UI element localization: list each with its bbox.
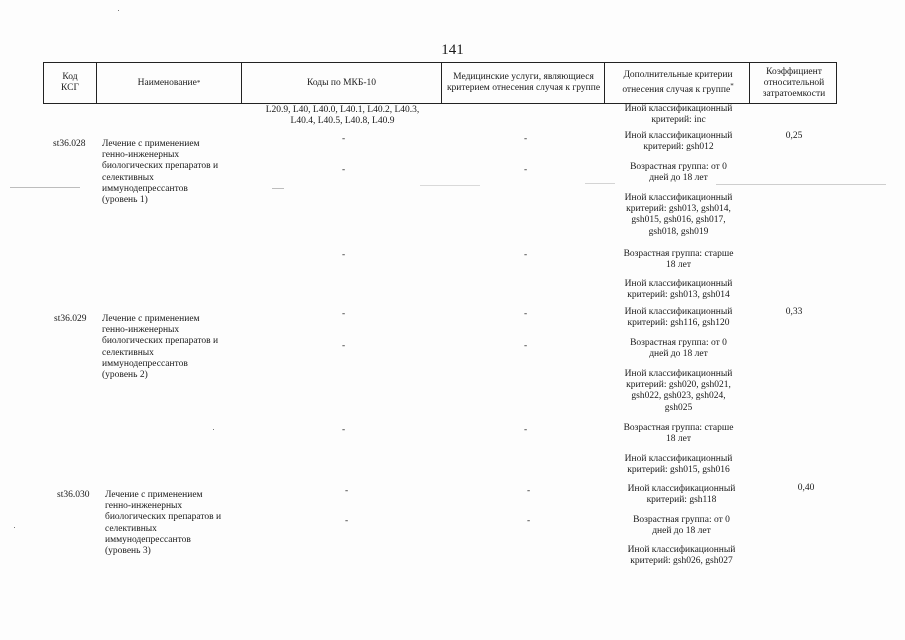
row-criterion: Иной классификационный критерий: gsh013, gsh014, gsh015, gsh016, gsh017, gsh018, gsh019: [624, 193, 733, 237]
empty-cell-dash: -: [342, 250, 346, 260]
empty-cell-dash: -: [342, 341, 346, 351]
page-number: 141: [441, 42, 464, 58]
carryover-criterion: Иной классификационный критерий: inc: [624, 104, 733, 126]
empty-cell-dash: -: [524, 165, 528, 175]
empty-cell-dash: -: [345, 486, 349, 496]
header-criteria: [608, 63, 748, 103]
row-criterion: Возрастная группа: от 0 дней до 18 лет: [633, 515, 730, 537]
row-criterion: Иной классификационный критерий: gsh118: [627, 484, 736, 506]
row-code: st36.028: [53, 139, 86, 149]
empty-cell-dash: -: [527, 516, 531, 526]
row-code: st36.030: [57, 490, 90, 500]
row-criterion: Иной классификационный критерий: gsh013, gsh014: [624, 279, 733, 301]
row-criterion: Иной классификационный критерий: gsh015, gsh016: [624, 454, 733, 476]
row-coefficient: 0,25: [785, 131, 803, 141]
empty-cell-dash: -: [524, 309, 528, 319]
header-coef: Коэффициент относительной затратоемкости: [762, 66, 826, 99]
column-divider: [836, 62, 837, 104]
empty-cell-dash: -: [342, 134, 346, 144]
row-criterion: Возрастная группа: старше 18 лет: [623, 423, 734, 445]
row-criterion: Иной классификационный критерий: gsh012: [624, 131, 733, 153]
header-criteria-label: Дополнительные критерии отнесения случая к группе: [622, 69, 733, 96]
row-coefficient: 0,33: [785, 307, 803, 317]
row-name: Лечение с применением генно-инженерных биологических препаратов и селективных иммунодепрессантов (уровень 1): [102, 139, 219, 206]
scan-artifact: [716, 184, 886, 185]
header-name-footnote-mark: *: [196, 78, 201, 87]
scan-artifact: [585, 183, 615, 184]
row-name: Лечение с применением генно-инженерных биологических препаратов и селективных иммунодепрессантов (уровень 2): [102, 314, 219, 381]
scan-artifact: [213, 429, 214, 430]
empty-cell-dash: -: [342, 309, 346, 319]
empty-cell-dash: -: [342, 425, 346, 435]
row-criterion: Иной классификационный критерий: gsh020, gsh021, gsh022, gsh023, gsh024, gsh025: [624, 369, 733, 413]
empty-cell-dash: -: [345, 516, 349, 526]
empty-cell-dash: -: [524, 250, 528, 260]
empty-cell-dash: -: [527, 486, 531, 496]
empty-cell-dash: -: [524, 134, 528, 144]
header-name: [97, 63, 241, 103]
scan-artifact: [420, 185, 480, 186]
empty-cell-dash: -: [524, 425, 528, 435]
header-mkb: Коды по МКБ-10: [306, 77, 377, 88]
column-divider: [441, 62, 442, 104]
row-criterion: Иной классификационный критерий: gsh116, gsh120: [624, 307, 733, 329]
column-divider: [604, 62, 605, 104]
header-code: Код КСГ: [61, 72, 79, 93]
scan-artifact: [272, 188, 284, 189]
scan-artifact: [14, 527, 15, 528]
header-services: Медицинские услуги, являющиеся критерием отнесения случая к группе: [446, 72, 601, 93]
empty-cell-dash: -: [342, 165, 346, 175]
header-criteria-footnote-mark: *: [730, 81, 734, 90]
scan-artifact: [10, 187, 80, 188]
row-criterion: Возрастная группа: от 0 дней до 18 лет: [630, 338, 727, 360]
row-coefficient: 0,40: [797, 483, 815, 493]
header-name-text: Наименование: [137, 77, 197, 88]
column-divider: [749, 62, 750, 104]
row-criterion: Возрастная группа: старше 18 лет: [623, 249, 734, 271]
empty-cell-dash: -: [524, 341, 528, 351]
row-criterion: Иной классификационный критерий: gsh026, gsh027: [627, 545, 736, 567]
row-criterion: Возрастная группа: от 0 дней до 18 лет: [630, 162, 727, 184]
row-name: Лечение с применением генно-инженерных биологических препаратов и селективных иммунодепрессантов (уровень 3): [105, 490, 222, 557]
header-criteria-text: [608, 70, 748, 96]
scan-artifact: [118, 10, 119, 11]
carryover-mkb-codes: L20.9, L40, L40.0, L40.1, L40.2, L40.3, L40.4, L40.5, L40.8, L40.9: [265, 105, 420, 127]
row-code: st36.029: [54, 314, 87, 324]
